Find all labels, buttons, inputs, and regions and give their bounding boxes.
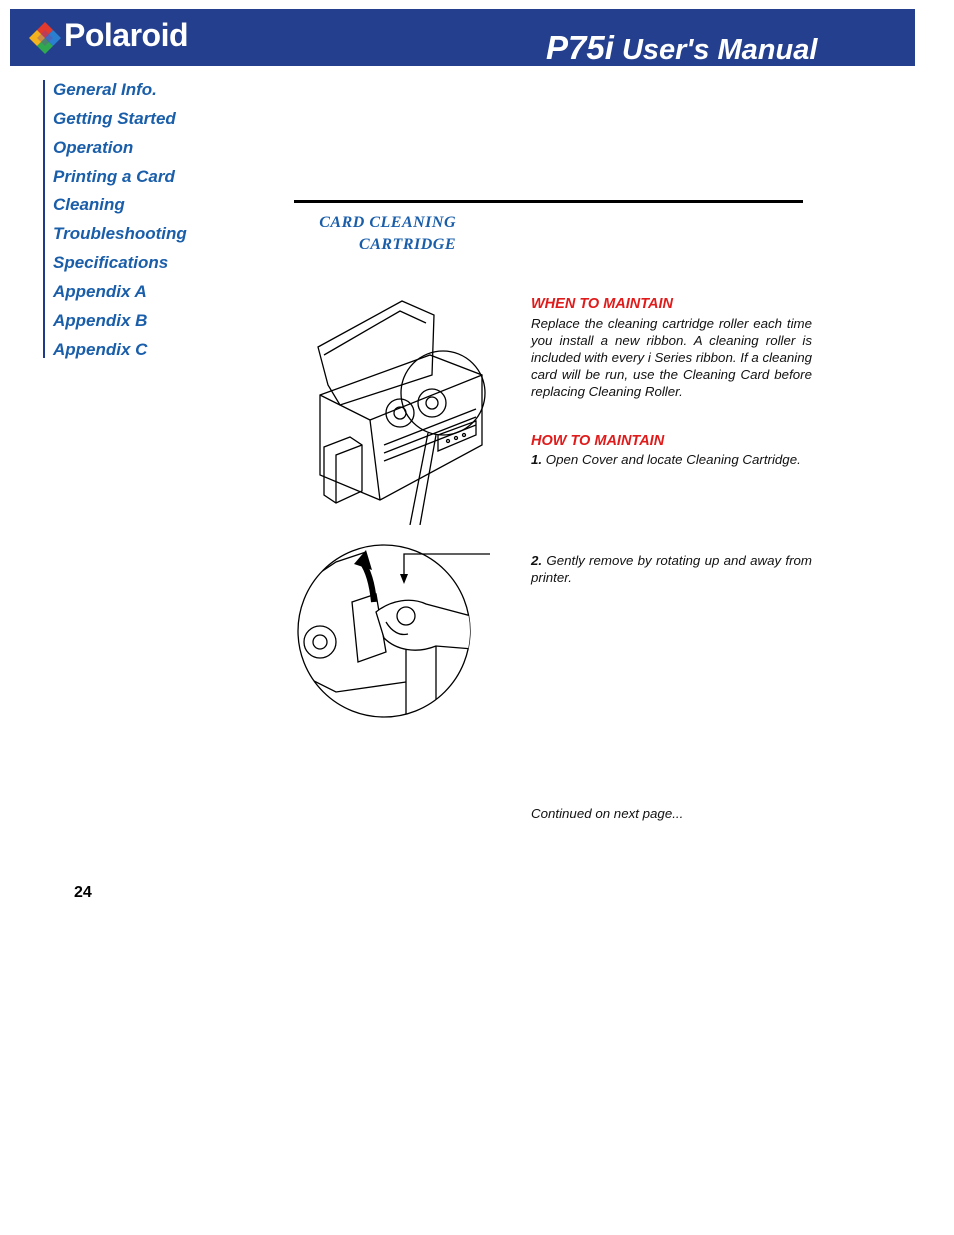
step-1-number: 1. (531, 452, 543, 467)
header-bar (10, 9, 915, 66)
nav-item-appendix-c[interactable]: Appendix C (53, 340, 148, 359)
title-rest: User's Manual (613, 34, 818, 66)
polaroid-diamond-icon (28, 21, 62, 55)
when-to-maintain-heading: WHEN TO MAINTAIN (531, 296, 674, 312)
cleaning-cartridge-removal-illustration (296, 542, 496, 722)
section-rule (294, 200, 803, 203)
sidebar-nav (43, 80, 245, 358)
step-1 (531, 451, 812, 468)
nav-item-operation[interactable]: Operation (53, 138, 134, 157)
step-1-text: Open Cover and locate Cleaning Cartridge. (542, 452, 801, 467)
page-title (546, 29, 817, 67)
step-2-number: 2. (531, 553, 543, 568)
polaroid-logo (28, 17, 208, 53)
brand-name: Polaroid (64, 17, 189, 53)
step-2-text: Gently remove by rotating up and away from printer. (531, 553, 812, 585)
section-title-line1: CARD CLEANING (319, 214, 456, 231)
continued-note: Continued on next page... (531, 806, 684, 821)
nav-item-specifications[interactable]: Specifications (53, 253, 169, 272)
section-title-line2: CARTRIDGE (359, 236, 456, 253)
step-2 (531, 552, 812, 586)
printer-open-cover-illustration (300, 295, 500, 525)
nav-item-appendix-b[interactable]: Appendix B (53, 311, 148, 330)
when-to-maintain-text: Replace the cleaning cartridge roller each time you install a new ribbon. A cleaning roller is included with every i Series ribbon. If a cleaning card will be run, use the Cleaning Card before replacing Cleaning Roller. (531, 316, 812, 399)
section-title (300, 212, 456, 256)
nav-item-getting-started[interactable]: Getting Started (53, 109, 176, 128)
nav-item-appendix-a[interactable]: Appendix A (53, 282, 147, 301)
page-number: 24 (74, 884, 92, 901)
title-model: P75i (546, 29, 614, 66)
nav-item-general-info[interactable]: General Info. (53, 80, 157, 99)
nav-item-cleaning[interactable]: Cleaning (53, 195, 125, 214)
nav-item-troubleshooting[interactable]: Troubleshooting (53, 224, 187, 243)
nav-item-printing-a-card[interactable]: Printing a Card (53, 167, 175, 186)
how-to-maintain-heading: HOW TO MAINTAIN (531, 433, 665, 449)
